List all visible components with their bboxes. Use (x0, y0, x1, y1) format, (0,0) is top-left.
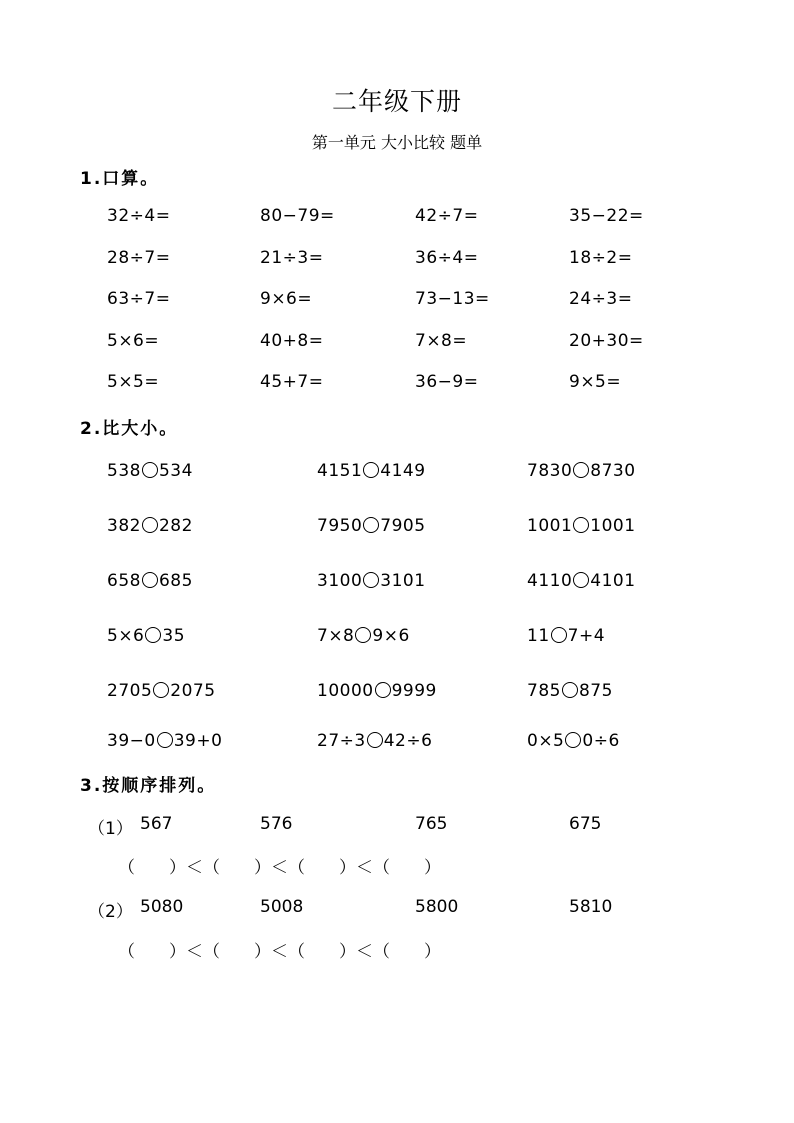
order-answer-row[interactable]: （ ）＜（ ）＜（ ）＜（ ） (118, 942, 441, 962)
compare-item (527, 626, 605, 646)
compare-left: 7×8 (317, 626, 355, 646)
compare-item (527, 681, 613, 701)
sequence-number: 576 (260, 814, 293, 834)
compare-item (317, 626, 410, 646)
math-problem: 5×6= (107, 331, 160, 351)
compare-left: 11 (527, 626, 550, 646)
order-answer-row[interactable]: （ ）＜（ ）＜（ ）＜（ ） (118, 858, 441, 878)
compare-right: 1001 (590, 516, 636, 536)
compare-left: 2705 (107, 681, 153, 701)
compare-left: 4110 (527, 571, 573, 591)
compare-left: 5×6 (107, 626, 145, 646)
math-problem: 5×5= (107, 372, 160, 392)
compare-right: 8730 (590, 461, 636, 481)
compare-item (317, 681, 437, 701)
compare-left: 10000 (317, 681, 374, 701)
math-problem: 35−22= (569, 206, 644, 226)
compare-left: 4151 (317, 461, 363, 481)
page-subtitle: 第一单元 大小比较 题单 (311, 133, 483, 152)
compare-circle[interactable] (562, 682, 578, 698)
compare-left: 538 (107, 461, 141, 481)
section2-heading: 2.比大小。 (80, 419, 179, 439)
compare-item (317, 571, 426, 591)
compare-circle[interactable] (565, 732, 581, 748)
compare-right: 9×6 (372, 626, 410, 646)
sequence-number: 5810 (569, 897, 613, 917)
compare-circle[interactable] (375, 682, 391, 698)
compare-right: 7905 (380, 516, 426, 536)
compare-item (527, 731, 620, 751)
compare-right: 42÷6 (383, 731, 433, 751)
compare-left: 1001 (527, 516, 573, 536)
compare-circle[interactable] (142, 462, 158, 478)
math-problem: 20+30= (569, 331, 644, 351)
math-problem: 32÷4= (107, 206, 171, 226)
compare-item (317, 461, 426, 481)
compare-left: 0×5 (527, 731, 565, 751)
compare-left: 785 (527, 681, 561, 701)
math-problem: 21÷3= (260, 248, 324, 268)
math-problem: 42÷7= (415, 206, 479, 226)
math-problem: 80−79= (260, 206, 335, 226)
compare-item (527, 571, 636, 591)
compare-left: 7950 (317, 516, 363, 536)
compare-right: 4101 (590, 571, 636, 591)
compare-circle[interactable] (573, 572, 589, 588)
math-problem: 9×6= (260, 289, 313, 309)
compare-circle[interactable] (363, 517, 379, 533)
compare-item (317, 731, 432, 751)
compare-item (107, 681, 216, 701)
compare-circle[interactable] (551, 627, 567, 643)
compare-circle[interactable] (142, 517, 158, 533)
math-problem: 45+7= (260, 372, 324, 392)
section3-heading: 3.按顺序排列。 (80, 776, 217, 796)
compare-right: 282 (158, 516, 193, 536)
compare-right: 35 (162, 626, 186, 646)
sequence-number: 5008 (260, 897, 304, 917)
sequence-number: 5800 (415, 897, 459, 917)
math-problem: 36−9= (415, 372, 479, 392)
group-label: （2） (88, 902, 133, 922)
section1-heading: 1.口算。 (80, 169, 160, 189)
compare-circle[interactable] (573, 462, 589, 478)
sequence-number: 765 (415, 814, 448, 834)
compare-item (107, 461, 193, 481)
compare-right: 2075 (170, 681, 216, 701)
compare-circle[interactable] (573, 517, 589, 533)
compare-circle[interactable] (355, 627, 371, 643)
page-title: 二年级下册 (331, 87, 462, 116)
compare-item (107, 516, 193, 536)
compare-right: 875 (578, 681, 613, 701)
sequence-number: 567 (140, 814, 173, 834)
compare-circle[interactable] (145, 627, 161, 643)
compare-circle[interactable] (153, 682, 169, 698)
compare-circle[interactable] (367, 732, 383, 748)
math-problem: 36÷4= (415, 248, 479, 268)
compare-right: 3101 (380, 571, 426, 591)
sequence-number: 5080 (140, 897, 184, 917)
compare-item (527, 516, 636, 536)
compare-left: 39−0 (107, 731, 156, 751)
compare-item (107, 571, 193, 591)
math-problem: 28÷7= (107, 248, 171, 268)
compare-right: 4149 (380, 461, 426, 481)
sequence-number: 675 (569, 814, 602, 834)
compare-circle[interactable] (157, 732, 173, 748)
compare-right: 534 (158, 461, 193, 481)
math-problem: 40+8= (260, 331, 324, 351)
compare-item (107, 731, 222, 751)
group-label: （1） (88, 819, 133, 839)
compare-right: 39+0 (173, 731, 223, 751)
compare-circle[interactable] (142, 572, 158, 588)
compare-right: 0÷6 (582, 731, 620, 751)
math-problem: 24÷3= (569, 289, 633, 309)
compare-right: 9999 (391, 681, 437, 701)
math-problem: 9×5= (569, 372, 622, 392)
compare-right: 685 (158, 571, 193, 591)
compare-circle[interactable] (363, 462, 379, 478)
math-problem: 63÷7= (107, 289, 171, 309)
compare-left: 3100 (317, 571, 363, 591)
compare-left: 382 (107, 516, 141, 536)
compare-circle[interactable] (363, 572, 379, 588)
compare-left: 658 (107, 571, 141, 591)
compare-item (317, 516, 426, 536)
compare-left: 7830 (527, 461, 573, 481)
compare-left: 27÷3 (317, 731, 366, 751)
math-problem: 18÷2= (569, 248, 633, 268)
compare-right: 7+4 (567, 626, 606, 646)
math-problem: 7×8= (415, 331, 468, 351)
compare-item (107, 626, 185, 646)
compare-item (527, 461, 636, 481)
math-problem: 73−13= (415, 289, 490, 309)
